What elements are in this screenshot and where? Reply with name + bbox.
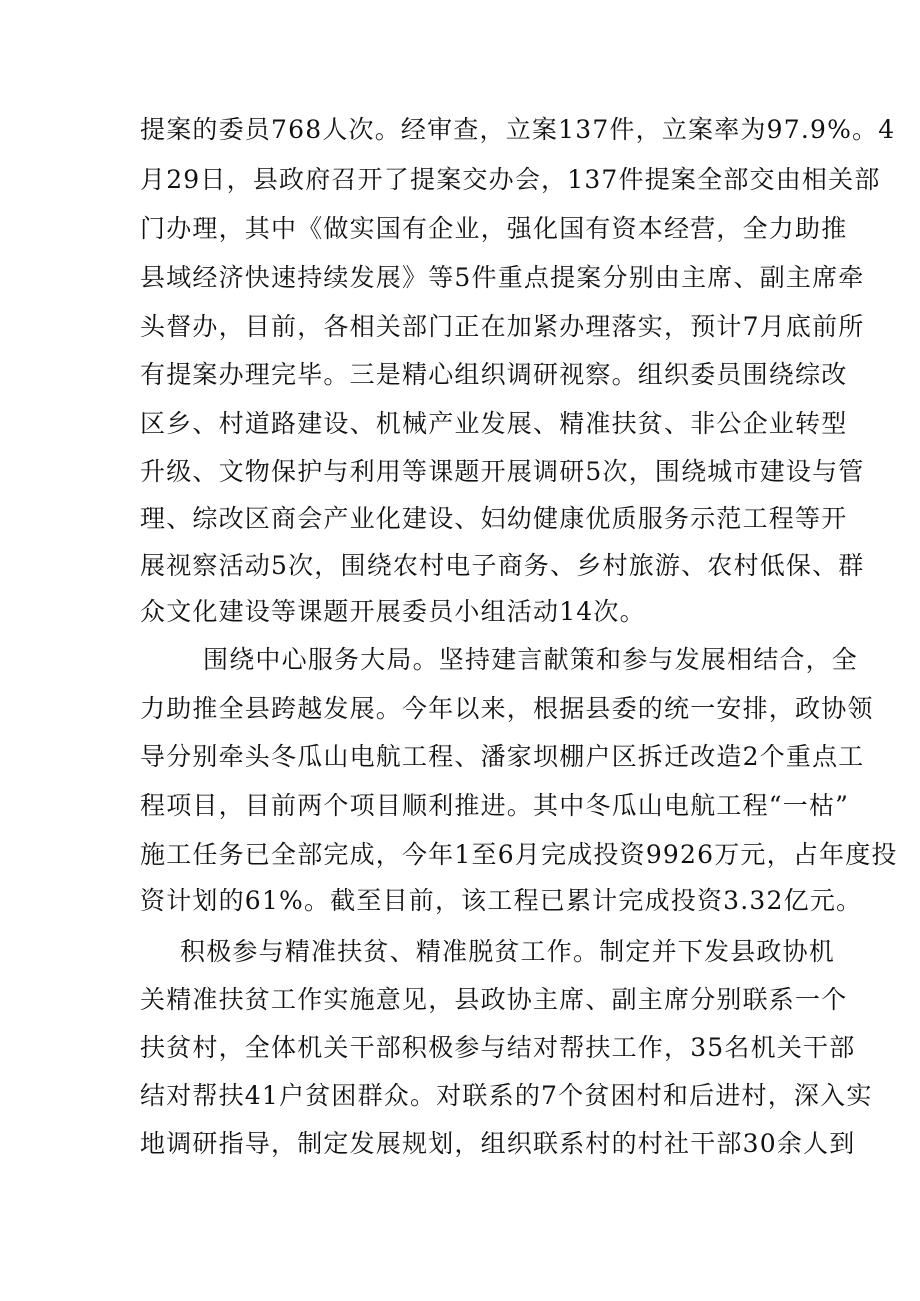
text-line: 理、综改区商会产业化建设、妇幼健康优质服务示范工程等开 xyxy=(140,504,848,533)
text-line: 结对帮扶41户贫困群众。对联系的7个贫困村和后进村，深入实 xyxy=(140,1081,873,1110)
paragraph-first-line: 围绕中心服务大局。坚持建言献策和参与发展相结合，全 xyxy=(203,645,859,674)
text-line: 众文化建设等课题开展委员小组活动14次。 xyxy=(140,597,646,626)
text-line: 关精准扶贫工作实施意见，县政协主席、副主席分别联系一个 xyxy=(140,985,848,1014)
text-line: 资计划的61%。截至目前，该工程已累计完成投资3.32亿元。 xyxy=(140,886,863,915)
text-line: 展视察活动5次，围绕农村电子商务、乡村旅游、农村低保、群 xyxy=(140,551,865,580)
text-line: 区乡、村道路建设、机械产业发展、精准扶贫、非公企业转型 xyxy=(140,409,848,438)
text-line: 县域经济快速持续发展》等5件重点提案分别由主席、副主席牵 xyxy=(140,263,865,292)
text-line: 提案的委员768人次。经审查，立案137件，立案率为97.9%。4 xyxy=(140,115,896,144)
text-line: 有提案办理完毕。三是精心组织调研视察。组织委员围绕综改 xyxy=(140,360,848,389)
text-line: 门办理，其中《做实国有企业，强化国有资本经营，全力助推 xyxy=(140,214,848,243)
text-line: 导分别牵头冬瓜山电航工程、潘家坝棚户区拆迁改造2个重点工 xyxy=(140,742,865,771)
text-line: 力助推全县跨越发展。今年以来，根据县委的统一安排，政协领 xyxy=(140,694,874,723)
text-line: 地调研指导，制定发展规划，组织联系村的村社干部30余人到 xyxy=(140,1129,856,1158)
text-line: 升级、文物保护与利用等课题开展调研5次，围绕城市建设与管 xyxy=(140,457,865,486)
text-line: 程项目，目前两个项目顺利推进。其中冬瓜山电航工程“一枯” xyxy=(140,791,850,820)
text-line: 施工任务已全部完成，今年1至6月完成投资9926万元，占年度投 xyxy=(140,840,898,869)
text-line: 扶贫村，全体机关干部积极参与结对帮扶工作，35名机关干部 xyxy=(140,1033,856,1062)
text-line: 头督办，目前，各相关部门正在加紧办理落实，预计7月底前所 xyxy=(140,312,865,341)
paragraph-first-line: 积极参与精准扶贫、精准脱贫工作。制定并下发县政协机 xyxy=(180,937,836,966)
text-line: 月29日，县政府召开了提案交办会，137件提案全部交由相关部 xyxy=(140,165,881,194)
